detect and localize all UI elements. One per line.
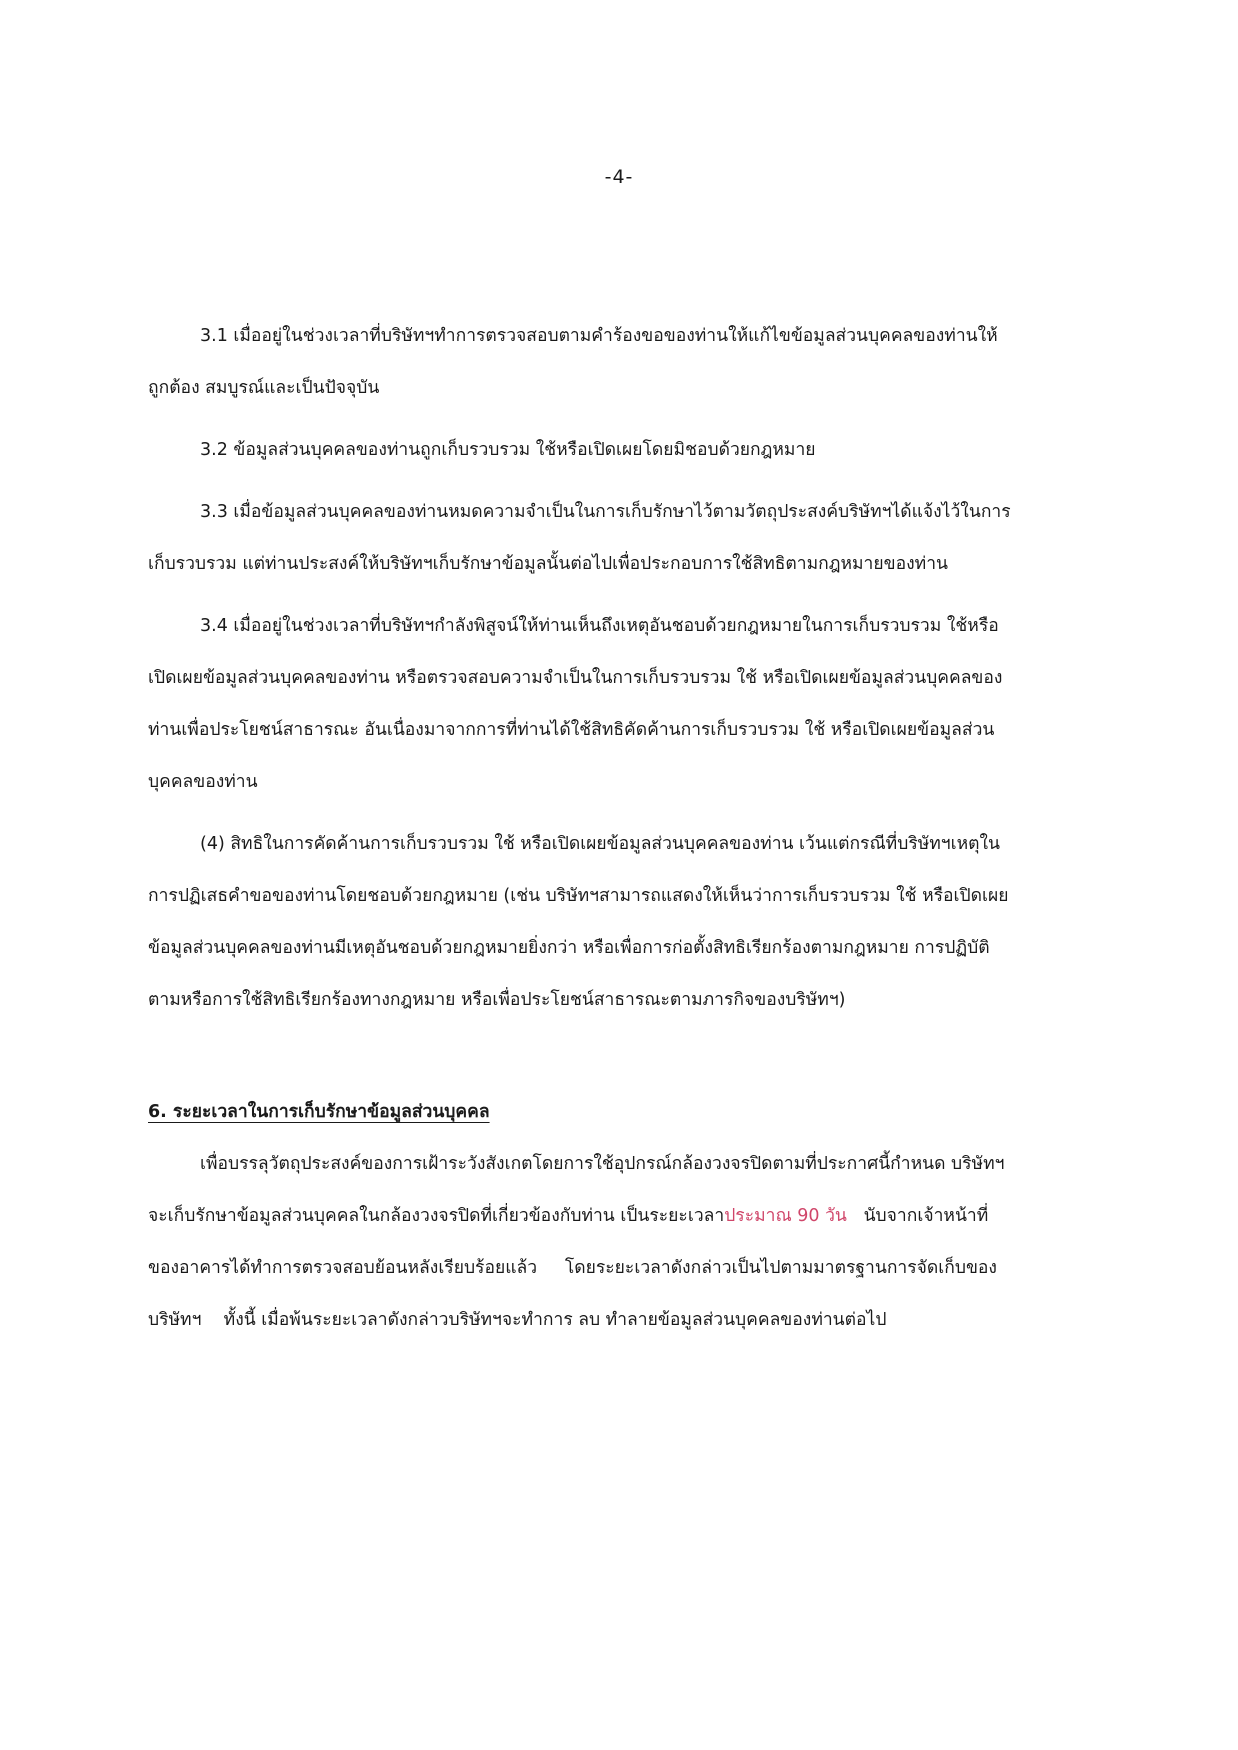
clause-3-1	[148, 310, 1090, 414]
right-to-object-line-4: ตามหรือการใช้สิทธิเรียกร้องทางกฎหมาย หรือเพื่อประโยชน์สาธารณะตามภารกิจของบริษัทฯ)	[148, 990, 846, 1010]
clause-3-1-line-2: ถูกต้อง สมบูรณ์และเป็นปัจจุบัน	[148, 378, 380, 398]
clause-3-4-line-3: ท่านเพื่อประโยชน์สาธารณะ อันเนื่องมาจากการที่ท่านได้ใช้สิทธิคัดค้านการเก็บรวบรวม ใช้ หรือเปิดเผยข้อมูลส่วน	[148, 720, 995, 740]
page-number: -4-	[604, 166, 634, 188]
document-body	[148, 310, 1090, 1346]
section-6-heading: 6. ระยะเวลาในการเก็บรักษาข้อมูลส่วนบุคคล	[148, 1102, 490, 1122]
clause-3-4-line-2: เปิดเผยข้อมูลส่วนบุคคลของท่าน หรือตรวจสอบความจำเป็นในการเก็บรวบรวม ใช้ หรือเปิดเผยข้อมูลส่วนบุคคลของ	[148, 668, 1003, 688]
right-to-object-line-2: การปฏิเสธคำขอของท่านโดยชอบด้วยกฎหมาย (เช่น บริษัทฯสามารถแสดงให้เห็นว่าการเก็บรวบรวม ใช้ หรือเปิดเผย	[148, 886, 1009, 906]
right-to-object-line-1: (4) สิทธิในการคัดค้านการเก็บรวบรวม ใช้ หรือเปิดเผยข้อมูลส่วนบุคคลของท่าน เว้นแต่กรณีที่บริษัทฯเหตุใน	[200, 834, 1001, 854]
retention-paragraph	[148, 1138, 1090, 1346]
retention-line-4: บริษัทฯ ทั้งนี้ เมื่อพ้นระยะเวลาดังกล่าวบริษัทฯจะทำการ ลบ ทำลายข้อมูลส่วนบุคคลของท่านต่อไป	[148, 1310, 887, 1330]
right-to-object	[148, 818, 1090, 1026]
clause-3-2	[148, 424, 1090, 476]
clause-3-3-line-1: 3.3 เมื่อข้อมูลส่วนบุคคลของท่านหมดความจำเป็นในการเก็บรักษาไว้ตามวัตถุประสงค์บริษัทฯได้แจ้งไว้ในการ	[200, 502, 1011, 522]
clause-3-3-line-2: เก็บรวบรวม แต่ท่านประสงค์ให้บริษัทฯเก็บรักษาข้อมูลนั้นต่อไปเพื่อประกอบการใช้สิทธิตามกฎหมายของท่าน	[148, 554, 948, 574]
retention-period-highlight: ประมาณ 90 วัน	[724, 1206, 847, 1226]
retention-line-2-start: จะเก็บรักษาข้อมูลส่วนบุคคลในกล้องวงจรปิดที่เกี่ยวข้องกับท่าน เป็นระยะเวลา	[148, 1206, 725, 1226]
clause-3-4-line-4: บุคคลของท่าน	[148, 772, 258, 792]
clause-3-4-line-1: 3.4 เมื่ออยู่ในช่วงเวลาที่บริษัทฯกำลังพิสูจน์ให้ท่านเห็นถึงเหตุอันชอบด้วยกฎหมายในการเก็บรวบรวม ใช้หรือ	[200, 616, 999, 636]
retention-line-1: เพื่อบรรลุวัตถุประสงค์ของการเฝ้าระวังสังเกตโดยการใช้อุปกรณ์กล้องวงจรปิดตามที่ประกาศนี้กำหนด บริษัทฯ	[200, 1154, 1005, 1174]
retention-line-2-end: นับจากเจ้าหน้าที่	[846, 1206, 989, 1226]
retention-line-3: ของอาคารได้ทำการตรวจสอบย้อนหลังเรียบร้อยแล้ว โดยระยะเวลาดังกล่าวเป็นไปตามมาตรฐานการจัดเก็บของ	[148, 1258, 997, 1278]
clause-3-4	[148, 600, 1090, 808]
right-to-object-line-3: ข้อมูลส่วนบุคคลของท่านมีเหตุอันชอบด้วยกฎหมายยิ่งกว่า หรือเพื่อการก่อตั้งสิทธิเรียกร้องตามกฎหมาย การปฏิบัติ	[148, 938, 990, 958]
clause-3-3	[148, 486, 1090, 590]
retention-line-2	[148, 1206, 988, 1226]
clause-3-1-line-1: 3.1 เมื่ออยู่ในช่วงเวลาที่บริษัทฯทำการตรวจสอบตามคำร้องขอของท่านให้แก้ไขข้อมูลส่วนบุคคลของท่านให้	[200, 326, 998, 346]
clause-3-2-line-1: 3.2 ข้อมูลส่วนบุคคลของท่านถูกเก็บรวบรวม ใช้หรือเปิดเผยโดยมิชอบด้วยกฎหมาย	[200, 440, 816, 460]
